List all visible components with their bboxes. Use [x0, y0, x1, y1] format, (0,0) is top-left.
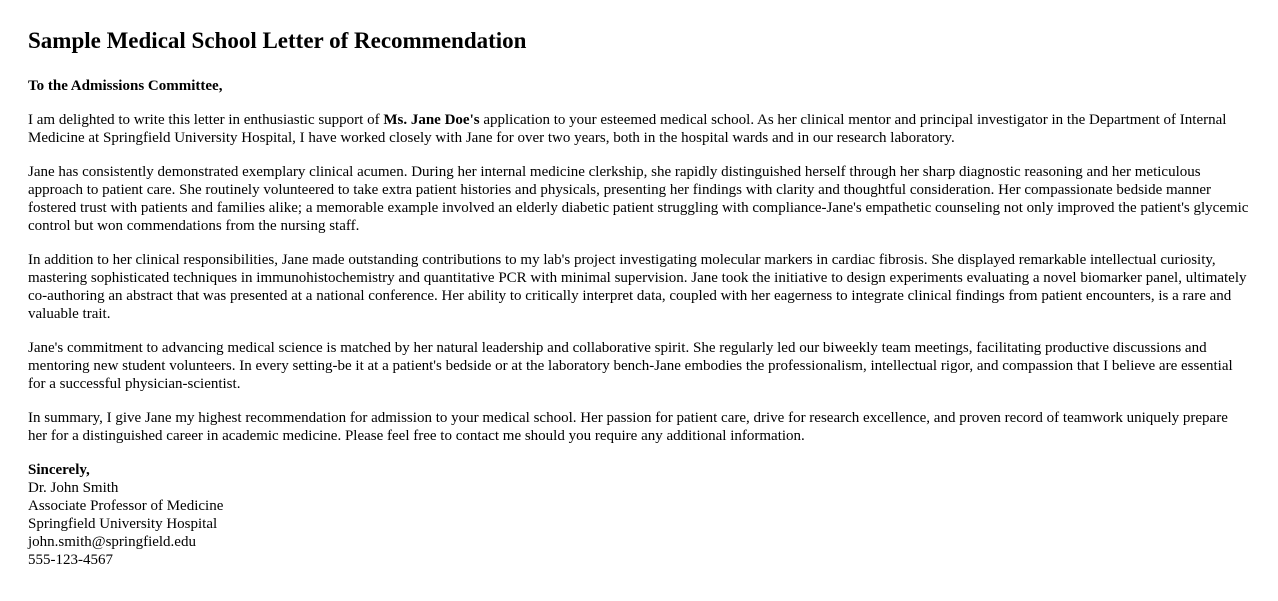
paragraph-intro: [28, 111, 1250, 147]
signature-closing: Sincerely,: [28, 462, 90, 478]
paragraph-intro-before: I am delighted to write this letter in enthusiastic support of: [28, 112, 384, 128]
paragraph-leadership: Jane's commitment to advancing medical science is matched by her natural leadership and collaborative spirit. She regularly led our biweekly team meetings, facilitating productive discussions and mentoring new student volunteers. In every setting-be it at a patient's bedside or at the laboratory bench-Jane embodies the professionalism, intellectual rigor, and compassion that I believe are essential for a successful physician-scientist.: [28, 340, 1233, 392]
paragraph-summary: In summary, I give Jane my highest recommendation for admission to your medical school. Her passion for patient care, drive for research excellence, and proven record of teamwork uniquely prepare her for a distinguished career in academic medicine. Please feel free to contact me should you require any additional information.: [28, 410, 1228, 444]
signature-institution: Springfield University Hospital: [28, 516, 218, 532]
candidate-name: Ms. Jane Doe's: [383, 112, 480, 128]
signature-position: Associate Professor of Medicine: [28, 498, 224, 514]
signature-email: john.smith@springfield.edu: [28, 534, 196, 550]
paragraph-clinical: Jane has consistently demonstrated exemplary clinical acumen. During her internal medicine clerkship, she rapidly distinguished herself through her sharp diagnostic reasoning and her meticulous approach to patient care. She routinely volunteered to take extra patient histories and physicals, presenting her findings with clarity and thoughtful consideration. Her compassionate bedside manner fostered trust with patients and families alike; a memorable example involved an elderly diabetic patient struggling with compliance-Jane's empathetic counseling not only improved the patient's glycemic control but won commendations from the nursing staff.: [28, 164, 1249, 234]
paragraph-research: In addition to her clinical responsibilities, Jane made outstanding contributions to my lab's project investigating molecular markers in cardiac fibrosis. She displayed remarkable intellectual curiosity, mastering sophisticated techniques in immunohistochemistry and quantitative PCR with minimal supervision. Jane took the initiative to design experiments evaluating a novel biomarker panel, ultimately co-authoring an abstract that was presented at a national conference. Her ability to critically interpret data, coupled with her eagerness to integrate clinical findings from patient encounters, is a rare and valuable trait.: [28, 252, 1247, 322]
letter-title: Sample Medical School Letter of Recommendation: [28, 28, 527, 53]
signature-name: Dr. John Smith: [28, 480, 119, 496]
signature-block: [28, 461, 1250, 569]
signature-phone: 555-123-4567: [28, 552, 113, 568]
paragraph-intro-after: application to your esteemed medical school. As her clinical mentor and principal investigator in the Department of Internal Medicine at Springfield University Hospital, I have worked closely with Jane for over two years, both in the hospital wards and in our research laboratory.: [28, 112, 1227, 146]
salutation: To the Admissions Committee,: [28, 78, 223, 94]
